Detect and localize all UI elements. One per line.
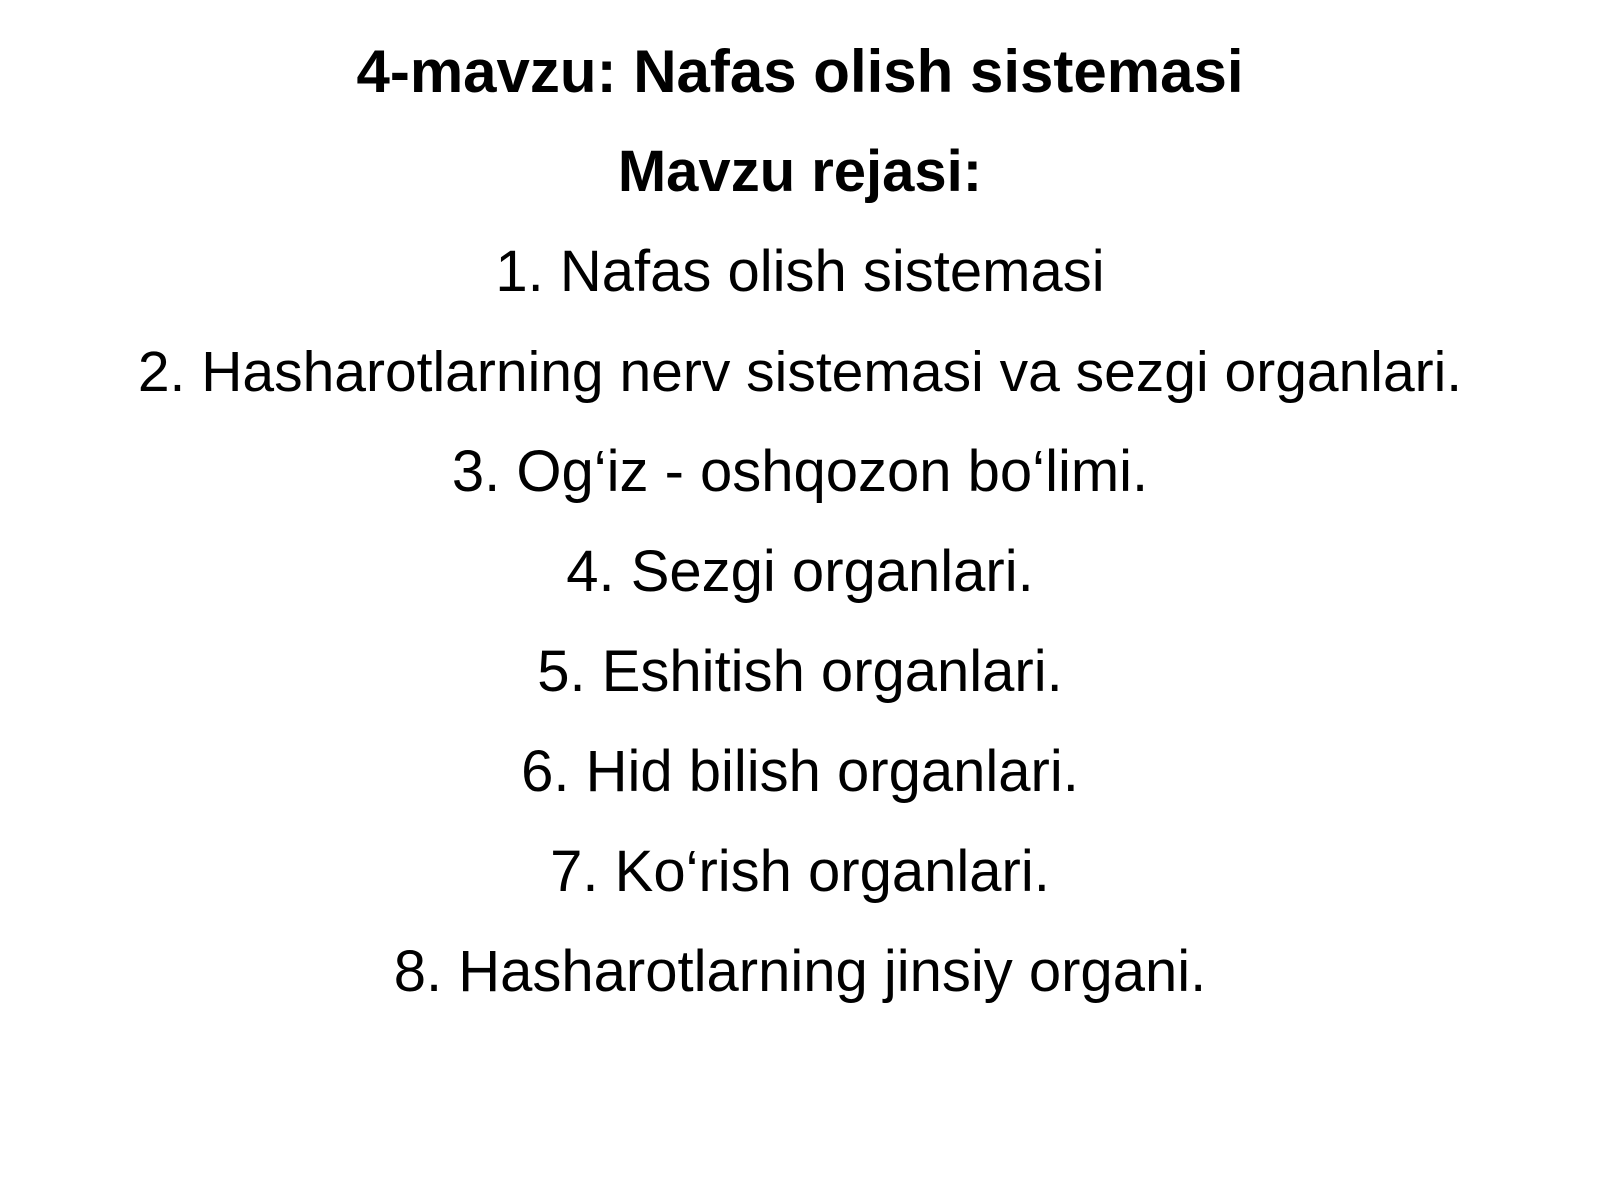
plan-heading: Mavzu rejasi: <box>617 139 983 204</box>
plan-item-1: 1. Nafas olish sistemasi <box>495 239 1105 304</box>
plan-item-3: 3. Og‘iz - oshqozon bo‘limi. <box>451 439 1149 504</box>
plan-item-2: 2. Hasharotlarning nerv sistemasi va sezgi organlari. <box>137 340 1463 404</box>
slide-title: 4-mavzu: Nafas olish sistemasi <box>356 38 1244 105</box>
plan-item-7: 7. Ko‘rish organlari. <box>550 839 1050 904</box>
plan-item-6: 6. Hid bilish organlari. <box>521 739 1079 804</box>
plan-item-8: 8. Hasharotlarning jinsiy organi. <box>393 939 1207 1004</box>
plan-item-5: 5. Eshitish organlari. <box>537 639 1063 704</box>
plan-list <box>0 222 1600 1022</box>
plan-item-4: 4. Sezgi organlari. <box>566 539 1034 604</box>
